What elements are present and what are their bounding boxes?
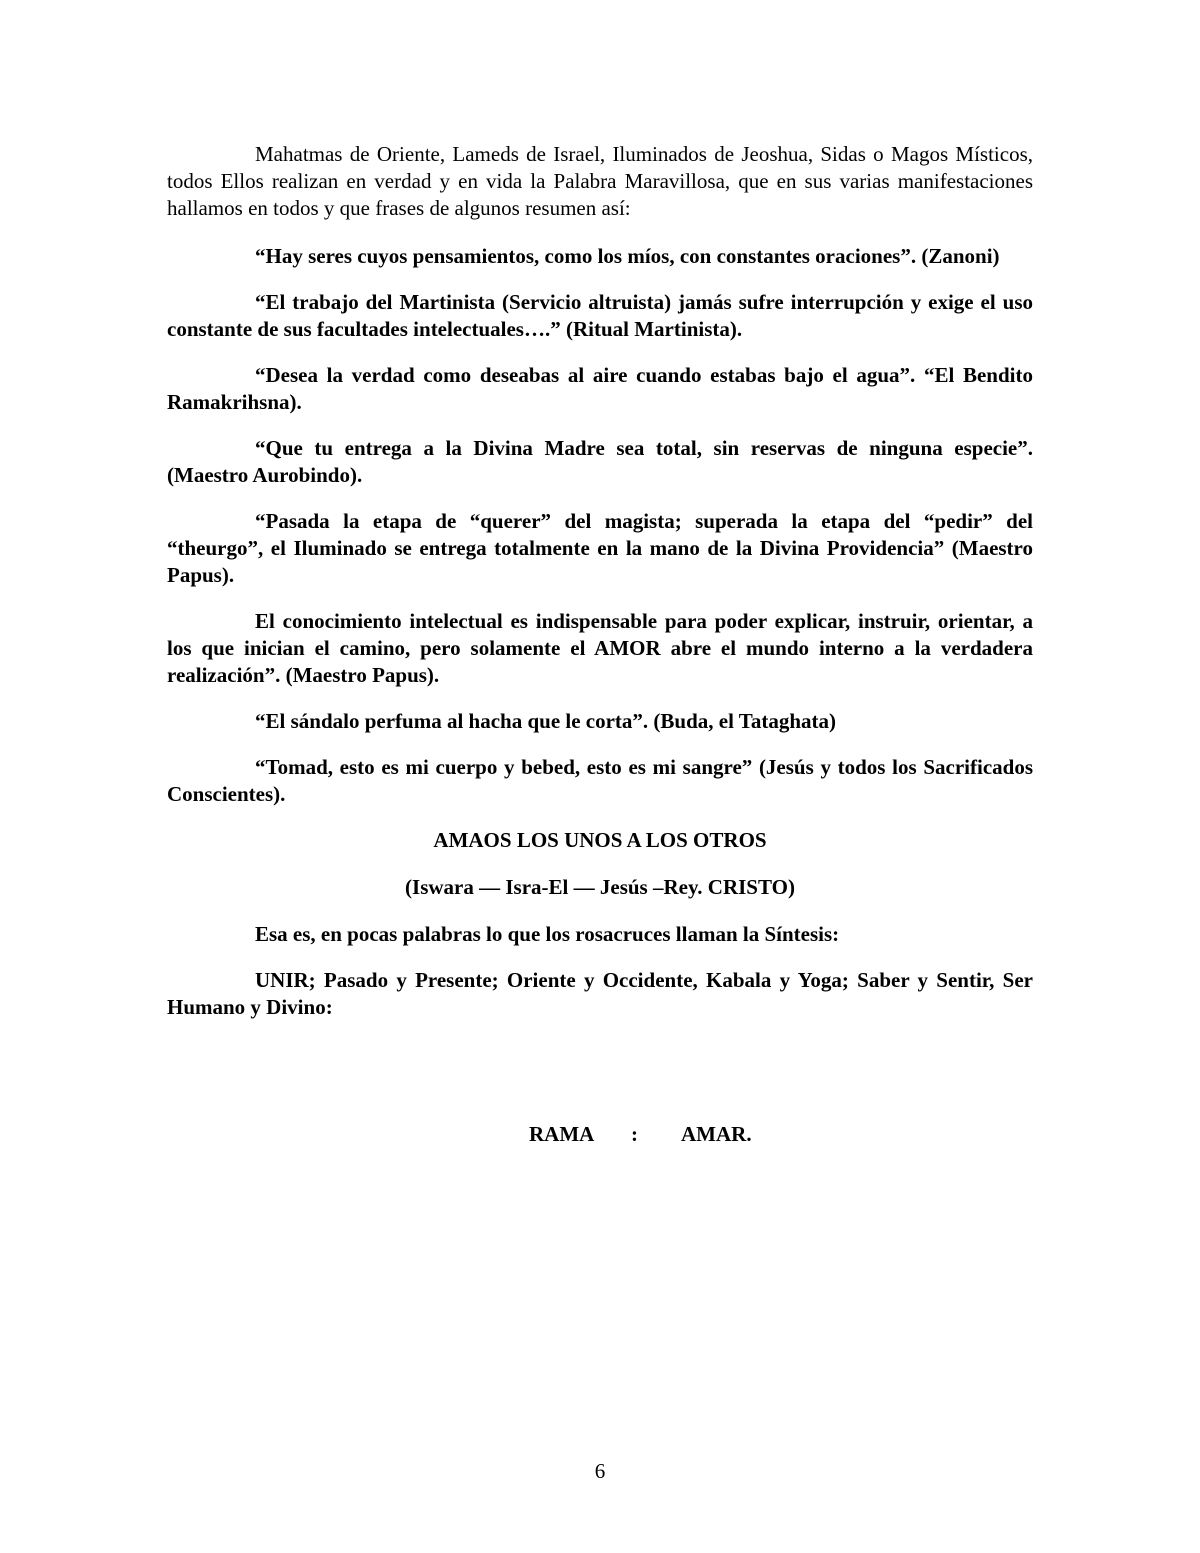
centered-subheading: (Iswara — Isra-El — Jesús –Rey. CRISTO) — [405, 875, 795, 899]
quote-buda: “El sándalo perfuma al hacha que le corta”. (Buda, el Tataghata) — [255, 709, 837, 733]
quote-jesus: “Tomad, esto es mi cuerpo y bebed, esto es mi sangre” (Jesús y todos los Sacrificados Conscientes). — [167, 755, 1033, 806]
quote-papus-1: “Pasada la etapa de “querer” del magista; superada la etapa del “pedir” del “theurgo”, el Iluminado se entrega totalmente en la mano de la Divina Providencia” (Maestro Papus). — [167, 509, 1033, 587]
unir-paragraph: UNIR; Pasado y Presente; Oriente y Occidente, Kabala y Yoga; Saber y Sentir, Ser Humano y Divino: — [167, 968, 1033, 1019]
centered-heading: AMAOS LOS UNOS A LOS OTROS — [433, 828, 767, 852]
final-line — [0, 1121, 1200, 1229]
page-body — [167, 141, 1033, 1040]
final-right-word: AMAR. — [681, 1122, 752, 1146]
quote-aurobindo: “Que tu entrega a la Divina Madre sea total, sin reservas de ninguna especie”. (Maestro Aurobindo). — [167, 436, 1033, 487]
final-separator: : — [631, 1122, 638, 1146]
quote-papus-2: El conocimiento intelectual es indispensable para poder explicar, instruir, orientar, a los que inician el camino, pero solamente el AMOR abre el mundo interno a la verdadera realización”. (Maestro Papus). — [167, 609, 1033, 687]
page-number: 6 — [594, 1459, 606, 1483]
quote-ramakrihsna: “Desea la verdad como deseabas al aire cuando estabas bajo el agua”. “El Bendito Ramakrihsna). — [167, 363, 1033, 414]
intro-paragraph: Mahatmas de Oriente, Lameds de Israel, Iluminados de Jeoshua, Sidas o Magos Místicos, todos Ellos realizan en verdad y en vida la Palabra Maravillosa, que en sus varias manifestaciones hallamos en todos y que frases de algunos resumen así: — [167, 142, 1033, 220]
final-left-word: RAMA — [529, 1122, 595, 1146]
quote-zanoni: “Hay seres cuyos pensamientos, como los míos, con constantes oraciones”. (Zanoni) — [255, 244, 1000, 268]
synthesis-paragraph: Esa es, en pocas palabras lo que los rosacruces llaman la Síntesis: — [255, 922, 840, 946]
quote-ritual-martinista: “El trabajo del Martinista (Servicio altruista) jamás sufre interrupción y exige el uso constante de sus facultades intelectuales….” (Ritual Martinista). — [167, 290, 1033, 341]
